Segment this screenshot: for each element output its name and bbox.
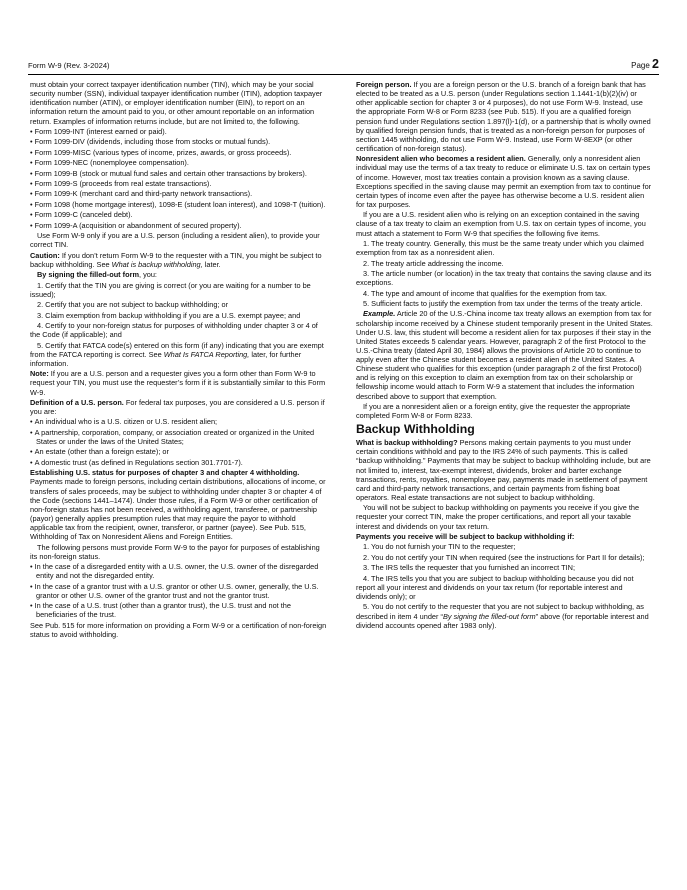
person-list-item: • A partnership, corporation, company, or association created or organized in the United States or under the laws of the United States; [30, 428, 328, 446]
establishing-status-paragraph [30, 468, 328, 541]
form-list-item: • Form 1099-K (merchant card and third-party network transactions). [30, 189, 328, 198]
foreign-person-label: Foreign person. [356, 80, 412, 89]
person-list-item: • An estate (other than a foreign estate); or [30, 447, 328, 456]
page-number: 2 [652, 57, 659, 71]
treaty-item: 3. The article number (or location) in the tax treaty that contains the saving clause and its exceptions. [356, 268, 652, 288]
page-number-label [631, 57, 659, 71]
establishing-label: Establishing U.S. status for purposes of chapter 3 and chapter 4 withholding. [30, 468, 300, 478]
caution-label: Caution: [30, 250, 60, 260]
certify-item: 1. Certify that the TIN you are giving is correct (or you are waiting for a number to be issued); [30, 280, 311, 299]
what-is-backup-text: Persons making certain payments to you must under certain conditions withhold and pay to the IRS 24% of such payments. This is called “backup withholding.” Payments that may be subject to backup withholding include, but are not limited to, interest, tax-exempt interest, dividends, broker and barter exchange transactions, rents, royalties, nonemployee pay, payments made in settlement of payment card and third-party network transactions, and certain payments from fishing boat operators. Real estate transactions are not subject to backup withholding. [356, 438, 651, 502]
condition-item: 3. The IRS tells the requester that you furnished an incorrect TIN; [363, 563, 575, 573]
certify5-text: 5. Certify that FATCA code(s) entered on this form (if any) indicating that you are exempt from the FATCA reporting is correct. See [30, 340, 324, 359]
person-list-item: • A domestic trust (as defined in Regulations section 301.7701-7). [30, 458, 328, 467]
see-pub-paragraph: See Pub. 515 for more information on providing a Form W-9 or a certification of non-foreign status to avoid withholding. [30, 620, 327, 639]
condition5-text: 5. You do not certify to the requester that you are not subject to backup withholding, as described in item 4 under “ [356, 602, 644, 621]
note-label: Note: [30, 369, 49, 379]
form-list-item: • Form 1099-S (proceeds from real estate transactions). [30, 179, 328, 188]
resident-alien-paragraph: If you are a U.S. resident alien who is relying on an exception contained in the saving clause of a tax treaty to claim an exemption from U.S. tax on certain types of income, you must attach a statement to Form W-9 that specifies the following five items. [356, 210, 646, 238]
signing-end: , you: [139, 270, 157, 280]
nonresident-alien-paragraph [356, 154, 654, 209]
nonresident-foreign-paragraph: If you are a nonresident alien or a foreign entity, give the requester the appropriate completed Form W-8 or Form 8233. [356, 401, 631, 421]
condition-item-certify [356, 602, 654, 629]
example-paragraph [356, 309, 654, 400]
definition-label: Definition of a U.S. person. [30, 397, 124, 407]
treaty-item: 1. The treaty country. Generally, this must be the same treaty under which you claimed exemption from tax as a nonresident alien. [356, 239, 644, 258]
what-is-backup-paragraph [356, 438, 654, 502]
page-header [28, 57, 659, 75]
caution-end: later. [202, 259, 221, 269]
form-list-item: • Form 1099-MISC (various types of income, prizes, awards, or gross proceeds). [30, 148, 328, 157]
page-word: Page [631, 61, 650, 70]
condition-item: 4. The IRS tells you that you are subject to backup withholding because you did not report all your interest and dividends on your tax return (for reportable interest and dividends only); or [356, 573, 634, 601]
signing-label: By signing the filled-out form [37, 270, 139, 280]
example-text: Article 20 of the U.S.-China income tax treaty allows an exemption from tax for scholarship income received by a Chinese student temporarily present in the United States. Under U.S. law, this student will become a resident alien for tax purposes if their stay in the United States exceeds 5 calendar years. However, paragraph 2 of the first Protocol to the U.S.-China treaty (dated April 30, 1984) allows the provisions of Article 20 to continue to apply even after the Chinese student becomes a resident alien of the United States. A Chinese student who qualifies for this exception (under paragraph 2 of the first Protocol) and is relying on this exception to claim an exemption from tax on their scholarship or fellowship income would attach to Form W-9 a statement that includes the information described above to support that exemption. [356, 309, 653, 401]
note-paragraph [30, 369, 328, 396]
following-paragraph: The following persons must provide Form W-9 to the payor for purposes of establishing its non-foreign status. [30, 542, 320, 561]
condition5-end: ” above (for reportable interest and dividend accounts opened after 1983 only). [356, 611, 649, 630]
form-list-item: • Form 1099-NEC (nonemployee compensation). [30, 158, 328, 167]
form-list-item: • Form 1099-DIV (dividends, including those from stocks or mutual funds). [30, 137, 328, 146]
nonresident-alien-text: Generally, only a nonresident alien individual may use the terms of a tax treaty to reduce or eliminate U.S. tax on certain types of income. However, most tax treaties contain a provision known as a saving clause. Exceptions specified in the saving clause may permit an exemption from tax to continue for certain types of income even after the payee has otherwise become a U.S. resident alien for tax purposes. [356, 154, 652, 209]
condition-item: 1. You do not furnish your TIN to the requester; [363, 542, 516, 552]
certify5-end: later, for further information. [30, 349, 302, 368]
certify-item: 4. Certify to your non-foreign status for purposes of withholding under chapter 3 or 4 of the Code (if applicable); and [30, 321, 318, 340]
treaty-item: 5. Sufficient facts to justify the exemption from tax under the terms of the treaty article. [363, 298, 643, 308]
payments-subject-label: Payments you receive will be subject to backup withholding if: [356, 532, 575, 542]
entity-list-item: • In the case of a disregarded entity with a U.S. owner, the U.S. owner of the disregarded entity and not the disregarded entity. [30, 562, 328, 580]
caution-paragraph [30, 251, 328, 269]
what-is-backup-label: What is backup withholding? [356, 438, 458, 448]
entity-list-item: • In the case of a grantor trust with a U.S. grantor or other U.S. owner, generally, the U.S. grantor or other U.S. owner of the grantor trust and not the grantor trust. [30, 582, 328, 600]
certify5-reference: What Is FATCA Reporting, [163, 349, 250, 359]
payments-subject-paragraph [356, 532, 654, 541]
certify-item-fatca [30, 341, 328, 368]
form-list-item: • Form 1099-C (canceled debt). [30, 210, 328, 219]
certify-item: 2. Certify that you are not subject to backup withholding; or [37, 300, 229, 310]
form-list-item: • Form 1099-A (acquisition or abandonment of secured property). [30, 221, 328, 230]
person-list-item: • An individual who is a U.S. citizen or U.S. resident alien; [30, 417, 328, 426]
note-text: If you are a U.S. person and a requester gives you a form other than Form W-9 to request your TIN, you must use the requester’s form if it is substantially similar to this Form W-9. [30, 369, 326, 397]
tin-intro-paragraph: must obtain your correct taxpayer identification number (TIN), which may be your social security number (SSN), individual taxpayer identification number (ITIN), adoption taxpayer identification number (ATIN), or employer identification number (EIN), to report on an information return the amount paid to you, or other amount reportable on an information return. Examples of information returns include, but are not limited to, the following. [30, 80, 323, 126]
nonresident-alien-label: Nonresident alien who becomes a resident alien. [356, 154, 526, 164]
definition-text: For federal tax purposes, you are considered a U.S. person if you are: [30, 397, 325, 417]
form-identifier: Form W-9 (Rev. 3-2024) [28, 61, 110, 70]
treaty-item: 2. The treaty article addressing the income. [363, 258, 504, 268]
right-column [356, 80, 654, 631]
form-list-item: • Form 1098 (home mortgage interest), 1098-E (student loan interest), and 1098-T (tuition). [30, 200, 328, 209]
not-subject-paragraph: You will not be subject to backup withholding on payments you receive if you give the requester your correct TIN, make the proper certifications, and report all your taxable interest and dividends on your tax return. [356, 503, 640, 531]
foreign-person-text: If you are a foreign person or the U.S. branch of a foreign bank that has elected to be treated as a U.S. person (under Regulations section 1.1441-1(b)(2)(iv) or other applicable section for chapter 3 or 4 purposes), do not use Form W-9. Instead, use the appropriate Form W-8 or Form 8233 (see Pub. 515). If you are a qualified foreign pension fund under Regulations section 1.897(l)-1(d), or a partnership that is wholly owned by qualified foreign pension funds, that is treated as a non-foreign person for purposes of section 1445 withholding, do not use Form W-9. Instead, use Form W-8EXP (or other certification of non-foreign status). [356, 80, 651, 153]
form-list-item: • Form 1099-INT (interest earned or paid). [30, 127, 328, 136]
entity-list-item: • In the case of a U.S. trust (other than a grantor trust), the U.S. trust and not the beneficiaries of the trust. [30, 601, 328, 619]
form-list-item: • Form 1099-B (stock or mutual fund sales and certain other transactions by brokers). [30, 169, 328, 178]
condition5-reference: By signing the filled-out form [442, 611, 536, 621]
foreign-person-paragraph [356, 80, 654, 153]
certify-item: 3. Claim exemption from backup withholding if you are a U.S. exempt payee; and [37, 310, 301, 320]
caution-text: If you don’t return Form W-9 to the requester with a TIN, you might be subject to backup withholding. See [30, 250, 322, 269]
example-label: Example. [363, 309, 396, 319]
definition-paragraph [30, 398, 328, 416]
backup-withholding-heading: Backup Withholding [356, 422, 475, 437]
treaty-item: 4. The type and amount of income that qualifies for the exemption from tax. [363, 288, 607, 298]
signing-paragraph [30, 270, 328, 279]
left-column [30, 80, 328, 640]
condition-item: 2. You do not certify your TIN when required (see the instructions for Part II for details); [363, 552, 645, 562]
establishing-text: Payments made to foreign persons, including certain distributions, allocations of income, or transfers of sales proceeds, may be subject to withholding under chapter 3 or chapter 4 of the Code (sections 1441–1474). Under those rules, if a Form W-9 or other certification of non-foreign status has not been received, a withholding agent, transferee, or partnership (payor) generally applies presumption rules that may require the payor to withhold applicable tax from the recipient, owner, transferor, or partner (payee). See Pub. 515, Withholding of Tax on Nonresident Aliens and Foreign Entities. [30, 477, 326, 542]
use-form-paragraph: Use Form W-9 only if you are a U.S. person (including a resident alien), to provide your correct TIN. [30, 231, 320, 250]
caution-reference: What is backup withholding, [111, 259, 203, 269]
